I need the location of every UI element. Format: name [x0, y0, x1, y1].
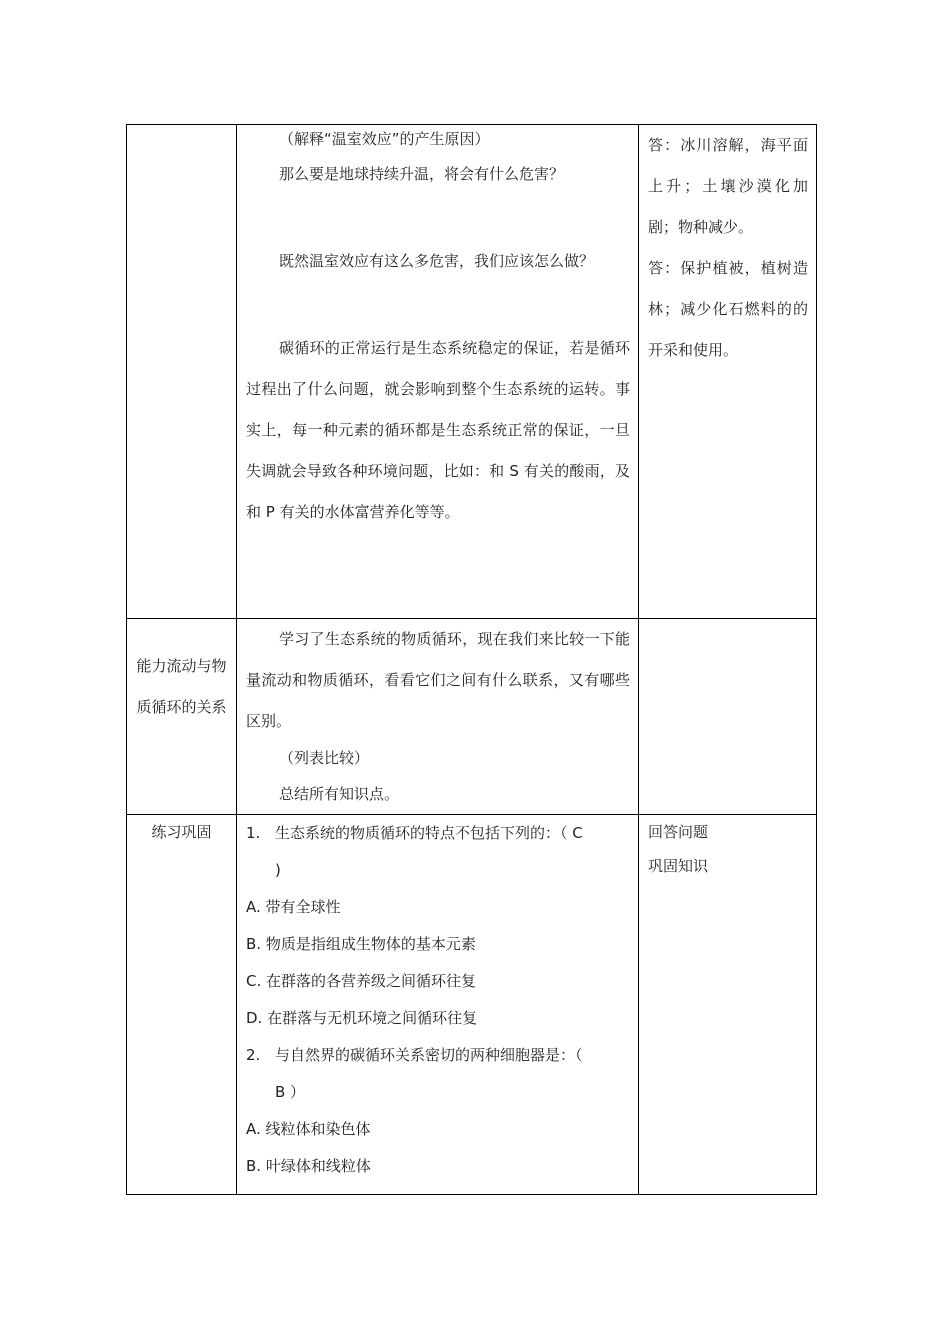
question-text: 与自然界的碳循环关系密切的两种细胞器是：（: [275, 1046, 583, 1064]
row-practice: [127, 815, 817, 1195]
student-activity-cell: [639, 125, 817, 619]
stage-label: 能力流动与物质循环的关系: [136, 657, 227, 716]
question-stem: [246, 815, 630, 852]
question-answer-tail: ): [275, 861, 281, 879]
student-activity-line: 回答问题: [648, 823, 709, 841]
stage-label: 练习巩固: [151, 823, 212, 841]
student-activity-cell: [639, 619, 817, 815]
question-number: 1.: [246, 824, 261, 842]
student-answer: 答：冰川溶解，海平面上升；土壤沙漠化加剧；物种减少。: [648, 136, 808, 236]
question-option: B. 物质是指组成生物体的基本元素: [246, 935, 476, 953]
lesson-plan-table: [126, 124, 817, 1195]
teacher-line: 碳循环的正常运行是生态系统稳定的保证，若是循环过程出了什么问题，就会影响到整个生态系统的运转。事实上，每一种元素的循环都是生态系统正常的保证，一旦失调就会导致各种环境问题，比如：和 S 有关的酸雨，及和 P 有关的水体富营养化等等。: [246, 339, 630, 521]
teacher-activity-cell: [237, 619, 639, 815]
question-number: 2.: [246, 1046, 261, 1064]
teacher-line: 那么要是地球持续升温，将会有什么危害？: [279, 165, 565, 183]
question-option: A. 带有全球性: [246, 898, 341, 916]
teacher-line: （解释“温室效应”的产生原因）: [279, 130, 490, 148]
teacher-activity-cell: [237, 125, 639, 619]
stage-cell: [127, 619, 237, 815]
student-activity-cell: [639, 815, 817, 1195]
teacher-line: （列表比较）: [279, 749, 370, 767]
question-stem: [246, 1037, 630, 1074]
question-answer-tail: B ）: [275, 1083, 306, 1101]
student-answer: 答：保护植被，植树造林；减少化石燃料的的开采和使用。: [648, 259, 808, 359]
teacher-line: 学习了生态系统的物质循环，现在我们来比较一下能量流动和物质循环，看看它们之间有什么联系，又有哪些区别。: [246, 630, 630, 730]
question-option: C. 在群落的各营养级之间循环往复: [246, 972, 477, 990]
student-activity-line: 巩固知识: [648, 857, 709, 875]
stage-cell-empty: [127, 125, 237, 619]
row-carbon-cycle: [127, 125, 817, 619]
teacher-line: 既然温室效应有这么多危害，我们应该怎么做？: [279, 252, 595, 270]
stage-cell: [127, 815, 237, 1195]
teacher-line: 总结所有知识点。: [279, 785, 400, 803]
question-option: A. 线粒体和染色体: [246, 1120, 371, 1138]
teacher-activity-cell: [237, 815, 639, 1195]
row-relation: [127, 619, 817, 815]
question-text: 生态系统的物质循环的特点不包括下列的：（ C: [275, 824, 583, 842]
question-option: D. 在群落与无机环境之间循环往复: [246, 1009, 478, 1027]
question-option: B. 叶绿体和线粒体: [246, 1157, 371, 1175]
